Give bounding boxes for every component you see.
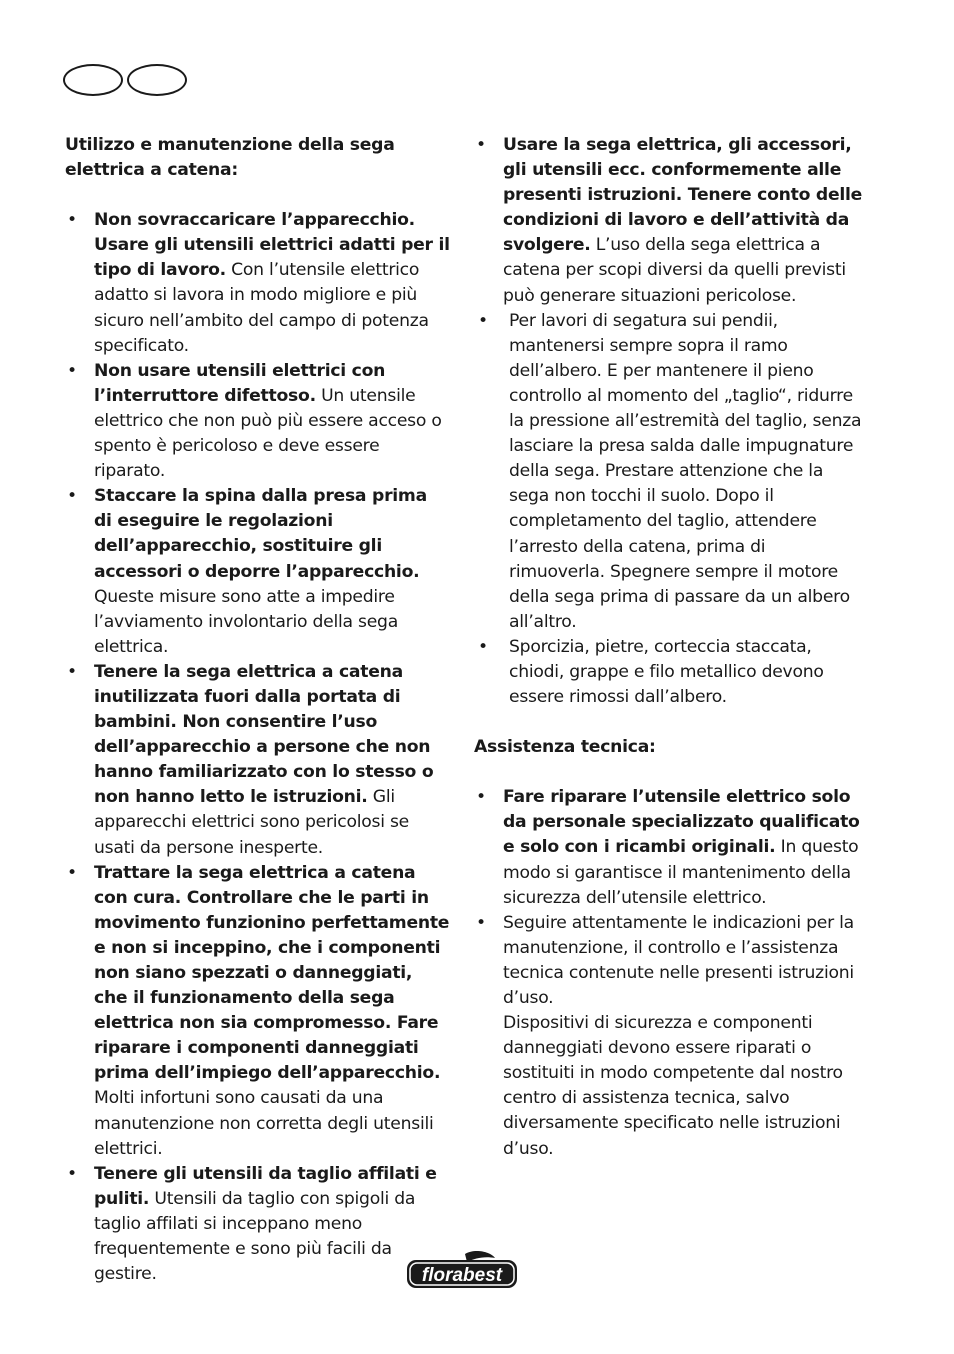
florabest-logo — [405, 1250, 519, 1290]
list-item: • Tenere la sega elettrica a catena inutilizzata fuori dalla portata di bambini. Non consentire l’uso dell’apparecchio a persone che non hanno familiarizzato con lo stesso o non hanno letto le istruzioni. Gli apparecchi elettrici sono pericolosi se usati da persone inesperte. — [65, 660, 450, 861]
language-badges — [63, 64, 189, 100]
list-item: • Sporcizia, pietre, corteccia staccata, chiodi, grappe e filo metallico devono essere rimossi dall’albero. — [474, 635, 866, 710]
right-column — [474, 133, 866, 1162]
list-item: • Staccare la spina dalla presa prima di eseguire le regolazioni dell’apparecchio, sostituire gli accessori o deporre l’apparecchio. Queste misure sono atte a impedire l’avviamento involontario della sega elettrica. — [65, 484, 450, 660]
usage-list — [65, 208, 450, 1287]
list-item: • Seguire attentamente le indicazioni per la manutenzione, il controllo e l’assistenza tecnica contenute nelle presenti istruzioni d’uso. Dispositivi di sicurezza e componenti danneggiati devono essere riparati o sostituiti in modo competente dal nostro centro di assistenza tecnica, salvo diversamente specificato nelle istruzioni d’uso. — [474, 911, 866, 1162]
usage-list-continued — [474, 133, 866, 710]
list-item: • Per lavori di segatura sui pendii, mantenersi sempre sopra il ramo dell’albero. E per mantenere il pieno controllo al momento del „taglio“, ridurre la pressione all’estremità del taglio, senza lasciare la presa salda dalle impugnature della sega. Prestare attenzione che la sega non tocchi il suolo. Dopo il completamento del taglio, attendere l’arresto della catena, prima di rimuoverla. Spegnere sempre il motore della sega prima di passare da un albero all’altro. — [474, 309, 866, 635]
language-badge-left — [63, 64, 123, 96]
list-item: • Fare riparare l’utensile elettrico solo da personale specializzato qualificato e solo con i ricambi originali. In questo modo si garantisce il mantenimento della sicurezza dell’utensile elettrico. — [474, 785, 866, 910]
list-item: • Trattare la sega elettrica a catena con cura. Controllare che le parti in movimento funzionino perfettamente e non si inceppino, che i componenti non siano spezzati o danneggiati, che il funzionamento della sega elettrica non sia compromesso. Fare riparare i componenti danneggiati prima dell’impiego dell’apparecchio. Molti infortuni sono causati da una manutenzione non corretta degli utensili elettrici. — [65, 861, 450, 1162]
left-column — [65, 133, 450, 1287]
list-item: • Tenere gli utensili da taglio affilati e puliti. Utensili da taglio con spigoli da taglio affilati si inceppano meno frequentemente e sono più facili da gestire. — [65, 1162, 450, 1287]
language-badge-right — [127, 64, 187, 96]
list-item: • Usare la sega elettrica, gli accessori, gli utensili ecc. conformemente alle presenti istruzioni. Tenere conto delle condizioni di lavoro e dell’attività da svolgere. L’uso della sega elettrica a catena per scopi diversi da quelli previsti può generare situazioni pericolose. — [474, 133, 866, 309]
list-item: • Non usare utensili elettrici con l’interruttore difettoso. Un utensile elettrico che non può più essere acceso o spento è pericoloso e deve essere riparato. — [65, 359, 450, 484]
service-list — [474, 785, 866, 1161]
leaf-icon — [405, 1250, 519, 1290]
section-heading-service: Assistenza tecnica: — [474, 737, 656, 758]
section-heading-usage: Utilizzo e manutenzione della sega elettrica a catena: — [65, 135, 395, 181]
logo-text: florabest — [421, 1265, 503, 1286]
list-item: • Non sovraccaricare l’apparecchio. Usare gli utensili elettrici adatti per il tipo di lavoro. Con l’utensile elettrico adatto si lavora in modo migliore e più sicuro nell’ambito del campo di potenza specificato. — [65, 208, 450, 359]
